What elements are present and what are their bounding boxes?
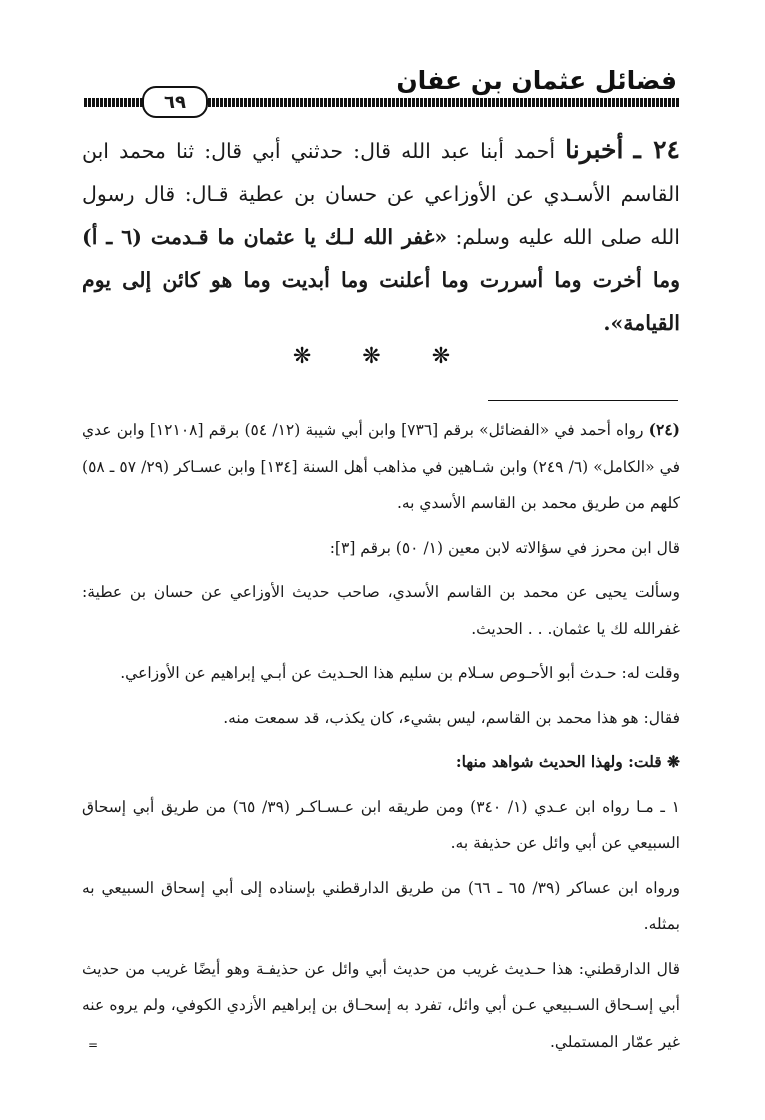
entry-number: ٢٤ ـ — [633, 135, 680, 164]
isnad-text: أحمد أبنا عبد الله قال: حدثني أبي قال: ثنا محمد ابن القاسم الأسـدي عن الأوزاعي عن حسان بن عطية قـال: قال رسول الله صلى الله عليه وسلم: — [82, 139, 680, 249]
footnote-heading: ❋ قلت: ولهذا الحديث شواهد منها: — [455, 752, 680, 771]
footnote-paragraph: ١ ـ مـا رواه ابن عـدي (١/ ٣٤٠) ومن طريقه ابن عـسـاكـر (٣٩/ ٦٥) من طريق أبي إسحاق السبيعي عن أبي وائل عن حذيفة به. — [82, 797, 680, 852]
hadith-text — [82, 128, 680, 345]
footnote-paragraph: قال ابن محرز في سؤالاته لابن معين (١/ ٥٠) برقم [٣]: — [329, 538, 680, 557]
footnote-paragraph: ورواه ابن عساكر (٣٩/ ٦٥ ـ ٦٦) من طريق الدارقطني بإسناده إلى أبي إسحاق السبيعي به بمثله. — [82, 878, 680, 933]
page-number-badge: ٦٩ — [142, 86, 208, 118]
continuation-mark: = — [88, 1038, 99, 1052]
footnote-paragraph: وسألت يحيى عن محمد بن القاسم الأسدي، صاحب حديث الأوزاعي عن حسان بن عطية: غفرالله لك يا عثمان. . . الحديث. — [82, 583, 680, 638]
footnotes — [82, 412, 680, 1068]
footnote-paragraph: فقال: هو هذا محمد بن القاسم، ليس بشيء، كان يكذب، قد سمعت منه. — [223, 708, 680, 727]
footnote-paragraph: وقلت له: حـدث أبو الأحـوص سـلام بن سليم هذا الحـديث عن أبـي إبراهيم عن الأوزاعي. — [120, 664, 680, 682]
section-separator: ❋ ❋ ❋ — [292, 344, 473, 369]
running-header-title: فضائل عثمان بن عفان — [396, 66, 677, 95]
footnote-number: (٢٤) — [648, 420, 680, 439]
footnote-paragraph: قال الدارقطني: هذا حـديث غريب من حديث أبي وائل عن حذيفـة وهو أيضًا غريب من حديث أبي إسـحاق السـبيعي عـن أبي وائل، تفرد به إسحـاق بن إبراهيم الأزدي الكوفي، ولم يروه عنه غير عمّار المستملي. — [82, 959, 680, 1051]
lead-word: أخبرنا — [565, 135, 624, 164]
footnote-paragraph: رواه أحمد في «الفضائل» برقم [٧٣٦] وابن أبي شيبة (١٢/ ٥٤) برقم [١٢١٠٨] وابن عدي في «الكامل» (٦/ ٢٤٩) وابن شـاهين في مذاهب أهل السنة [١٣٤] وابن عسـاكر (٢٩/ ٥٧ ـ ٥٨) كلهم من طريق محمد بن القاسم الأسدي به. — [82, 421, 681, 512]
hadith-quote: «غفر الله لـك يا عثمان ما قـدمت (٦ ـ أ) وما أخرت وما أسررت وما أعلنت وما أبديت وما هو كائن إلى يوم القيامة». — [82, 225, 680, 335]
footnote-rule — [488, 400, 678, 401]
